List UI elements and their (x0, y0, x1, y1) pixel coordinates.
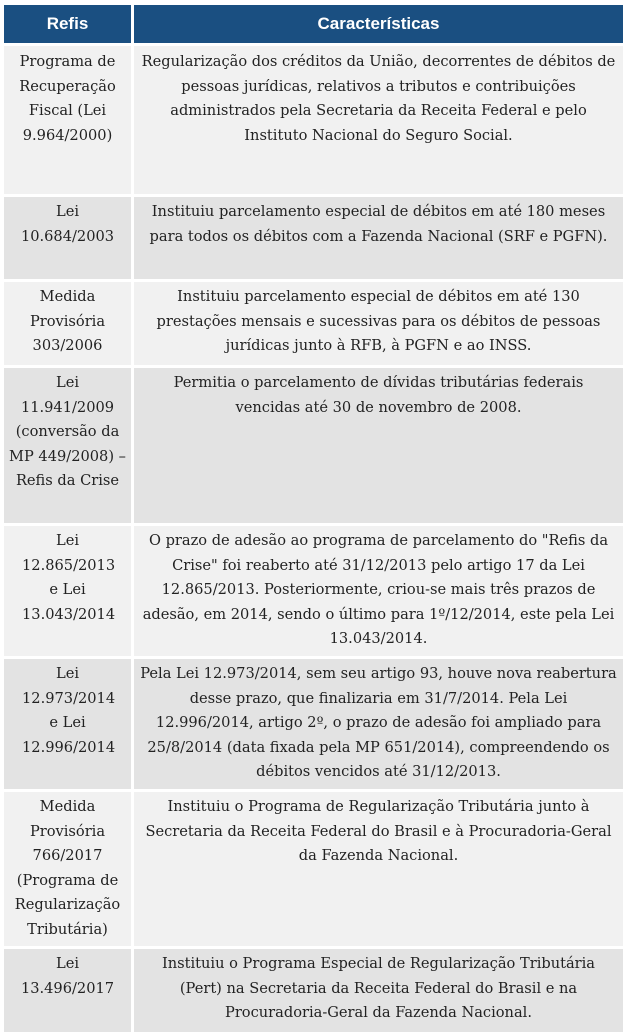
caracteristicas-cell: Pela Lei 12.973/2014, sem seu artigo 93, houve nova reabertura desse prazo, que finalizaria em 31/7/2014. Pela Lei 12.996/2014, artigo 2º, o prazo de adesão foi ampliado para 25/8/2014 (data fixada pela MP 651/2014), compreendendo os débitos vencidos até 31/12/2013. (134, 659, 623, 789)
refis-table-container (4, 5, 623, 1035)
refis-cell: Programa de Recuperação Fiscal (Lei 9.964/2000) (4, 46, 134, 194)
caracteristicas-cell: Instituiu o Programa Especial de Regularização Tributária (Pert) na Secretaria da Receita Federal do Brasil e na Procuradoria-Geral da Fazenda Nacional. (134, 949, 623, 1032)
caracteristicas-cell: O prazo de adesão ao programa de parcelamento do "Refis da Crise" foi reaberto até 31/12/2013 pelo artigo 17 da Lei 12.865/2013. Posteriormente, criou-se mais três prazos de adesão, em 2014, sendo o último para 1º/12/2014, este pela Lei 13.043/2014. (134, 526, 623, 656)
table-row (4, 792, 623, 946)
refis-cell: Medida Provisória 766/2017 (Programa de Regularização Tributária) (4, 792, 134, 946)
refis-table (4, 2, 623, 1035)
refis-cell: Lei 13.496/2017 (4, 949, 134, 1032)
refis-cell: Lei 12.973/2014 e Lei 12.996/2014 (4, 659, 134, 789)
table-row (4, 368, 623, 523)
table-row (4, 282, 623, 365)
refis-cell: Lei 11.941/2009 (conversão da MP 449/2008) – Refis da Crise (4, 368, 134, 523)
table-row (4, 46, 623, 194)
caracteristicas-cell: Permitia o parcelamento de dívidas tributárias federais vencidas até 30 de novembro de 2008. (134, 368, 623, 523)
caracteristicas-cell: Instituiu parcelamento especial de débitos em até 180 meses para todos os débitos com a Fazenda Nacional (SRF e PGFN). (134, 197, 623, 279)
table-row (4, 949, 623, 1032)
caracteristicas-cell: Regularização dos créditos da União, decorrentes de débitos de pessoas jurídicas, relativos a tributos e contribuições administrados pela Secretaria da Receita Federal e pelo Instituto Nacional do Seguro Social. (134, 46, 623, 194)
column-header-refis: Refis (4, 5, 134, 43)
table-header-row (4, 5, 623, 43)
refis-cell: Medida Provisória 303/2006 (4, 282, 134, 365)
table-row (4, 197, 623, 279)
column-header-caracteristicas: Características (134, 5, 623, 43)
table-row (4, 659, 623, 789)
table-row (4, 526, 623, 656)
refis-cell: Lei 12.865/2013 e Lei 13.043/2014 (4, 526, 134, 656)
caracteristicas-cell: Instituiu o Programa de Regularização Tributária junto à Secretaria da Receita Federal do Brasil e à Procuradoria-Geral da Fazenda Nacional. (134, 792, 623, 946)
refis-cell: Lei 10.684/2003 (4, 197, 134, 279)
caracteristicas-cell: Instituiu parcelamento especial de débitos em até 130 prestações mensais e sucessivas para os débitos de pessoas jurídicas junto à RFB, à PGFN e ao INSS. (134, 282, 623, 365)
